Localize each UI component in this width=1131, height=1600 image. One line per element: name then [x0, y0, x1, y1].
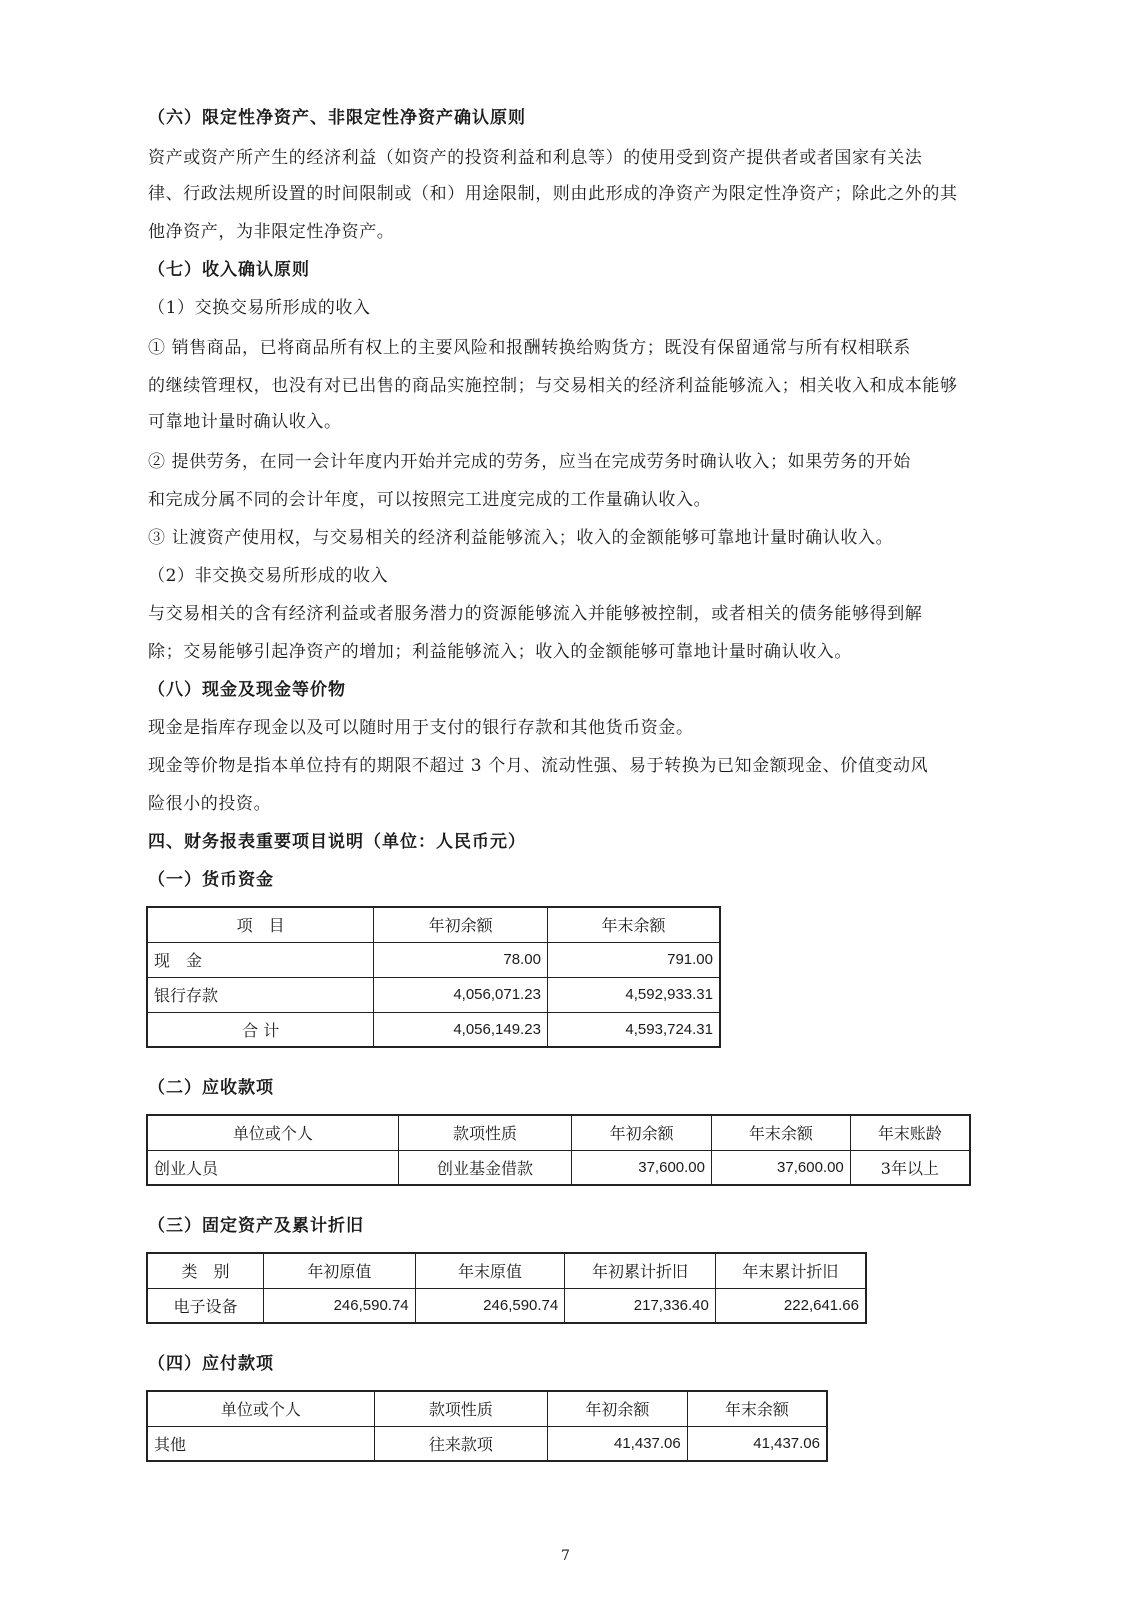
section-heading-4: 四、财务报表重要项目说明（单位：人民币元） [148, 832, 526, 852]
subsection-heading: （2）非交换交易所形成的收入 [148, 566, 389, 586]
table-header-cell: 年初余额 [572, 1115, 712, 1150]
table-header-row [147, 1115, 970, 1150]
table-header-cell: 年末余额 [687, 1391, 827, 1426]
paragraph-line: 险很小的投资。 [148, 794, 272, 814]
table-cell: 创业基金借款 [398, 1150, 571, 1185]
table-cell: 4,593,724.31 [547, 1012, 720, 1047]
table-cell: 创业人员 [147, 1150, 398, 1185]
table-cell: 4,056,071.23 [374, 977, 548, 1012]
table-header-cell: 款项性质 [374, 1391, 547, 1426]
payables-table [146, 1390, 828, 1462]
table-row [147, 1150, 970, 1185]
table-header-cell: 年末原值 [415, 1253, 565, 1288]
table-header-cell: 单位或个人 [147, 1391, 374, 1426]
section-heading-6: （六）限定性净资产、非限定性净资产确认原则 [148, 108, 526, 128]
paragraph-line: 现金是指库存现金以及可以随时用于支付的银行存款和其他货币资金。 [148, 718, 694, 738]
table-title-receivables: （二）应收款项 [148, 1078, 274, 1098]
paragraph-line: 的继续管理权，也没有对已出售的商品实施控制；与交易相关的经济利益能够流入；相关收入和成本能够 [148, 376, 958, 396]
paragraph-line: 和完成分属不同的会计年度，可以按照完工进度完成的工作量确认收入。 [148, 490, 712, 510]
table-header-cell: 年初余额 [548, 1391, 688, 1426]
table-header-cell: 单位或个人 [147, 1115, 398, 1150]
table-header-row [147, 1253, 866, 1288]
paragraph-line: 除；交易能够引起净资产的增加；利益能够流入；收入的金额能够可靠地计量时确认收入。 [148, 642, 852, 662]
receivables-table [146, 1114, 971, 1186]
table-row [147, 1288, 866, 1323]
paragraph-line: 律、行政法规所设置的时间限制或（和）用途限制，则由此形成的净资产为限定性净资产；除此之外的其 [148, 184, 958, 204]
table-cell: 41,437.06 [687, 1426, 827, 1461]
paragraph-line: 他净资产，为非限定性净资产。 [148, 222, 395, 242]
table-header-cell: 类 别 [147, 1253, 264, 1288]
table-title-cash: （一）货币资金 [148, 870, 274, 890]
fixed-assets-table [146, 1252, 867, 1324]
table-row-total [147, 1012, 720, 1047]
table-header-row [147, 1391, 827, 1426]
paragraph-line: ① 销售商品，已将商品所有权上的主要风险和报酬转换给购货方；既没有保留通常与所有权相联系 [148, 338, 911, 358]
table-header-cell: 年末累计折旧 [715, 1253, 866, 1288]
table-cell: 现 金 [147, 942, 374, 977]
paragraph-line: 与交易相关的含有经济利益或者服务潜力的资源能够流入并能够被控制，或者相关的债务能够得到解 [148, 604, 923, 624]
table-cell: 4,056,149.23 [374, 1012, 548, 1047]
table-header-cell: 年末账龄 [850, 1115, 970, 1150]
table-cell: 其他 [147, 1426, 374, 1461]
table-title-payables: （四）应付款项 [148, 1354, 274, 1374]
table-title-fixed-assets: （三）固定资产及累计折旧 [148, 1216, 364, 1236]
table-row [147, 1426, 827, 1461]
section-heading-8: （八）现金及现金等价物 [148, 680, 346, 700]
table-cell: 3年以上 [850, 1150, 970, 1185]
table-row [147, 942, 720, 977]
table-cell: 合 计 [147, 1012, 374, 1047]
table-header-cell: 年初余额 [374, 907, 548, 942]
table-cell: 银行存款 [147, 977, 374, 1012]
table-cell: 4,592,933.31 [547, 977, 720, 1012]
table-cell: 222,641.66 [715, 1288, 866, 1323]
table-header-cell: 年末余额 [711, 1115, 850, 1150]
page-number: 7 [561, 1548, 570, 1564]
table-cell: 37,600.00 [572, 1150, 712, 1185]
table-cell: 电子设备 [147, 1288, 264, 1323]
table-cell: 37,600.00 [711, 1150, 850, 1185]
table-cell: 246,590.74 [415, 1288, 565, 1323]
table-row [147, 977, 720, 1012]
table-header-cell: 年初累计折旧 [565, 1253, 716, 1288]
paragraph-line: 资产或资产所产生的经济利益（如资产的投资利益和利息等）的使用受到资产提供者或者国家有关法 [148, 148, 923, 168]
paragraph-line: ② 提供劳务，在同一会计年度内开始并完成的劳务，应当在完成劳务时确认收入；如果劳务的开始 [148, 452, 911, 472]
paragraph-line: ③ 让渡资产使用权，与交易相关的经济利益能够流入；收入的金额能够可靠地计量时确认收入。 [148, 528, 894, 548]
cash-table [146, 906, 721, 1048]
section-heading-7: （七）收入确认原则 [148, 260, 310, 280]
table-cell: 78.00 [374, 942, 548, 977]
table-header-row [147, 907, 720, 942]
table-cell: 791.00 [547, 942, 720, 977]
table-header-cell: 款项性质 [398, 1115, 571, 1150]
table-header-cell: 项 目 [147, 907, 374, 942]
table-cell: 217,336.40 [565, 1288, 716, 1323]
subsection-heading: （1）交换交易所形成的收入 [148, 298, 371, 318]
table-cell: 246,590.74 [264, 1288, 416, 1323]
table-cell: 41,437.06 [548, 1426, 688, 1461]
table-cell: 往来款项 [374, 1426, 547, 1461]
paragraph-line: 可靠地计量时确认收入。 [148, 412, 342, 432]
table-header-cell: 年初原值 [264, 1253, 416, 1288]
table-header-cell: 年末余额 [547, 907, 720, 942]
paragraph-line: 现金等价物是指本单位持有的期限不超过 3 个月、流动性强、易于转换为已知金额现金、价值变动风 [148, 756, 929, 776]
